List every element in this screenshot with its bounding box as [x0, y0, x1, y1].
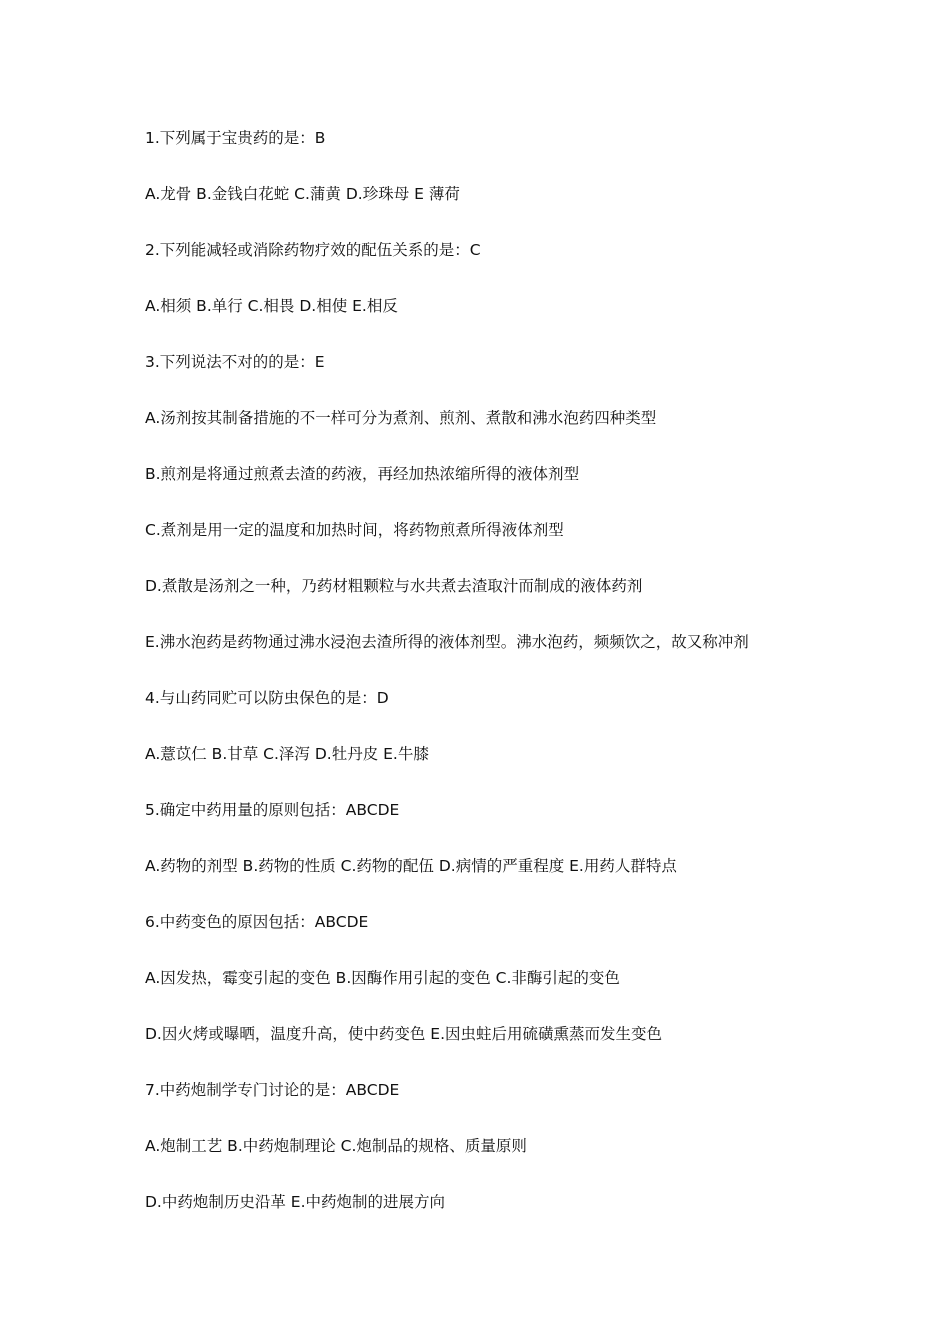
question-1-stem: 1.下列属于宝贵药的是：B	[145, 129, 326, 147]
question-3-option-e: E.沸水泡药是药物通过沸水浸泡去渣所得的液体剂型。沸水泡药，频频饮之，故又称冲剂	[145, 633, 749, 651]
question-6-options-line-2: D.因火烤或曝晒，温度升高，使中药变色 E.因虫蛀后用硫磺熏蒸而发生变色	[145, 1025, 663, 1043]
question-7-options-line-1: A.炮制工艺 B.中药炮制理论 C.炮制品的规格、质量原则	[145, 1137, 527, 1155]
question-2-stem: 2.下列能减轻或消除药物疗效的配伍关系的是：C	[145, 241, 481, 259]
question-4-options: A.薏苡仁 B.甘草 C.泽泻 D.牡丹皮 E.牛膝	[145, 745, 429, 763]
question-7-options-line-2: D.中药炮制历史沿革 E.中药炮制的进展方向	[145, 1193, 446, 1211]
question-6-options-line-1: A.因发热，霉变引起的变色 B.因酶作用引起的变色 C.非酶引起的变色	[145, 969, 620, 987]
question-6-stem: 6.中药变色的原因包括：ABCDE	[145, 913, 369, 931]
question-3-option-a: A.汤剂按其制备措施的不一样可分为煮剂、煎剂、煮散和沸水泡药四种类型	[145, 409, 657, 427]
question-3-option-d: D.煮散是汤剂之一种，乃药材粗颗粒与水共煮去渣取汁而制成的液体药剂	[145, 577, 643, 595]
question-2-options: A.相须 B.单行 C.相畏 D.相使 E.相反	[145, 297, 398, 315]
question-5-stem: 5.确定中药用量的原则包括：ABCDE	[145, 801, 400, 819]
question-3-option-c: C.煮剂是用一定的温度和加热时间，将药物煎煮所得液体剂型	[145, 521, 564, 539]
question-3-stem: 3.下列说法不对的的是：E	[145, 353, 325, 371]
question-4-stem: 4.与山药同贮可以防虫保色的是：D	[145, 689, 389, 707]
question-7-stem: 7.中药炮制学专门讨论的是：ABCDE	[145, 1081, 400, 1099]
question-5-options: A.药物的剂型 B.药物的性质 C.药物的配伍 D.病情的严重程度 E.用药人群特点	[145, 857, 677, 875]
question-1-options: A.龙骨 B.金钱白花蛇 C.蒲黄 D.珍珠母 E 薄荷	[145, 185, 460, 203]
question-3-option-b: B.煎剂是将通过煎煮去渣的药液，再经加热浓缩所得的液体剂型	[145, 465, 580, 483]
question-list	[145, 126, 925, 1246]
